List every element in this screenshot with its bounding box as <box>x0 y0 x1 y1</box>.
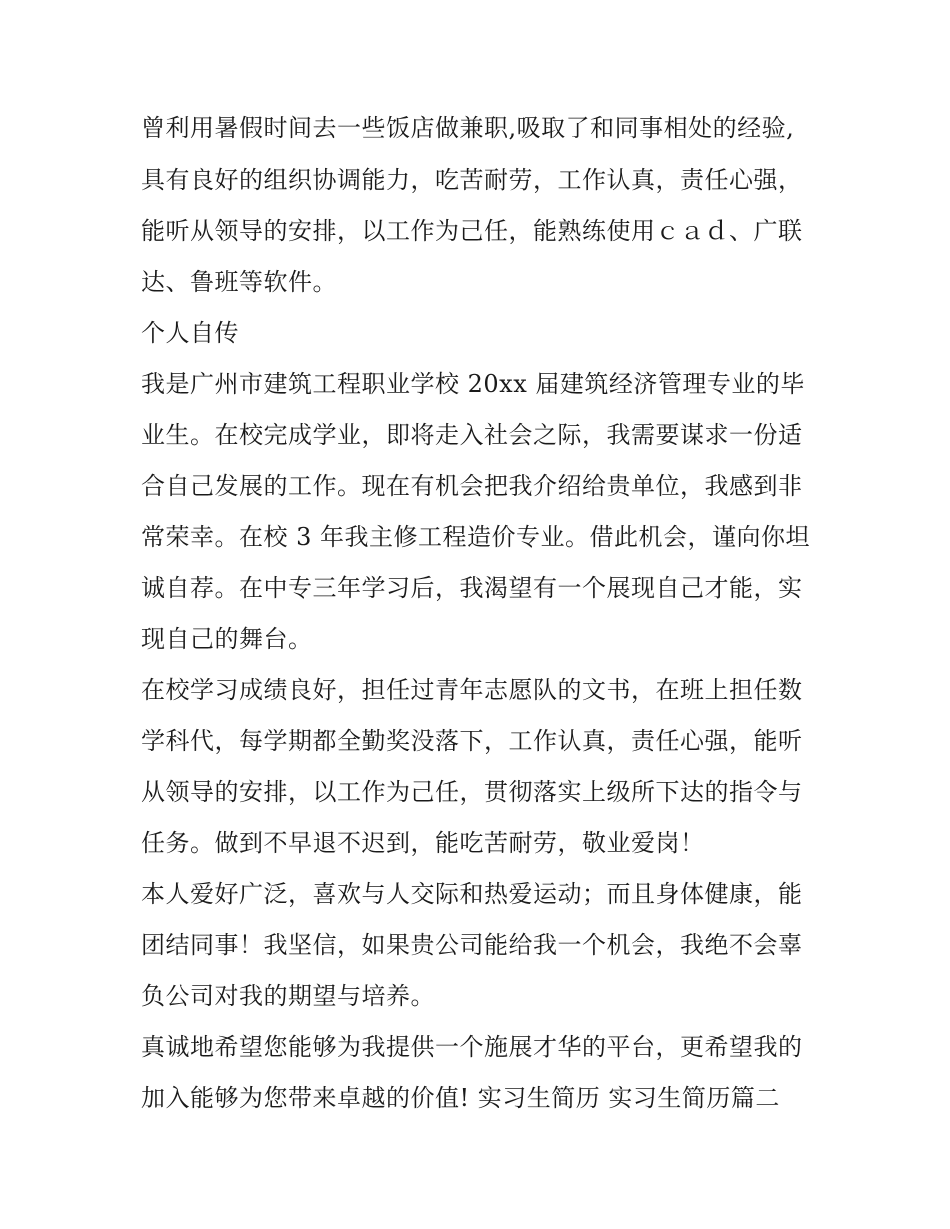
text-line: 现自己的舞台。 <box>141 625 313 653</box>
text-line: 加入能够为您带来卓越的价值! 实习生简历 实习生简历篇二 <box>141 1084 780 1112</box>
section-heading: 个人自传 <box>141 319 239 347</box>
text-line: 任务。做到不早退不迟到，能吃苦耐劳，敬业爱岗！ <box>141 829 705 857</box>
text-line: 具有良好的组织协调能力，吃苦耐劳，工作认真，责任心强， <box>141 166 803 194</box>
text-line: 我是广州市建筑工程职业学校 20xx 届建筑经济管理专业的毕 <box>141 370 805 398</box>
text-line: 业生。在校完成学业，即将走入社会之际，我需要谋求一份适 <box>141 421 803 449</box>
text-line: 真诚地希望您能够为我提供一个施展才华的平台，更希望我的 <box>141 1033 803 1061</box>
text-line: 从领导的安排，以工作为己任，贯彻落实上级所下达的指令与 <box>141 778 803 806</box>
text-line: 常荣幸。在校 3 年我主修工程造价专业。借此机会，谨向你坦 <box>141 523 811 551</box>
text-line: 能听从领导的安排，以工作为己任，能熟练使用ｃａｄ、广联 <box>141 217 803 245</box>
text-line: 达、鲁班等软件。 <box>141 268 337 296</box>
text-line: 诚自荐。在中专三年学习后，我渴望有一个展现自己才能，实 <box>141 574 803 602</box>
text-line: 团结同事！我坚信，如果贵公司能给我一个机会，我绝不会辜 <box>141 931 803 959</box>
text-line: 在校学习成绩良好，担任过青年志愿队的文书，在班上担任数 <box>141 676 803 704</box>
text-line: 学科代，每学期都全勤奖没落下，工作认真，责任心强，能听 <box>141 727 803 755</box>
text-line: 合自己发展的工作。现在有机会把我介绍给贵单位，我感到非 <box>141 472 803 500</box>
text-line: 曾利用暑假时间去一些饭店做兼职,吸取了和同事相处的经验, <box>141 114 795 142</box>
text-line: 负公司对我的期望与培养。 <box>141 982 435 1010</box>
text-line: 本人爱好广泛，喜欢与人交际和热爱运动；而且身体健康，能 <box>141 880 803 908</box>
